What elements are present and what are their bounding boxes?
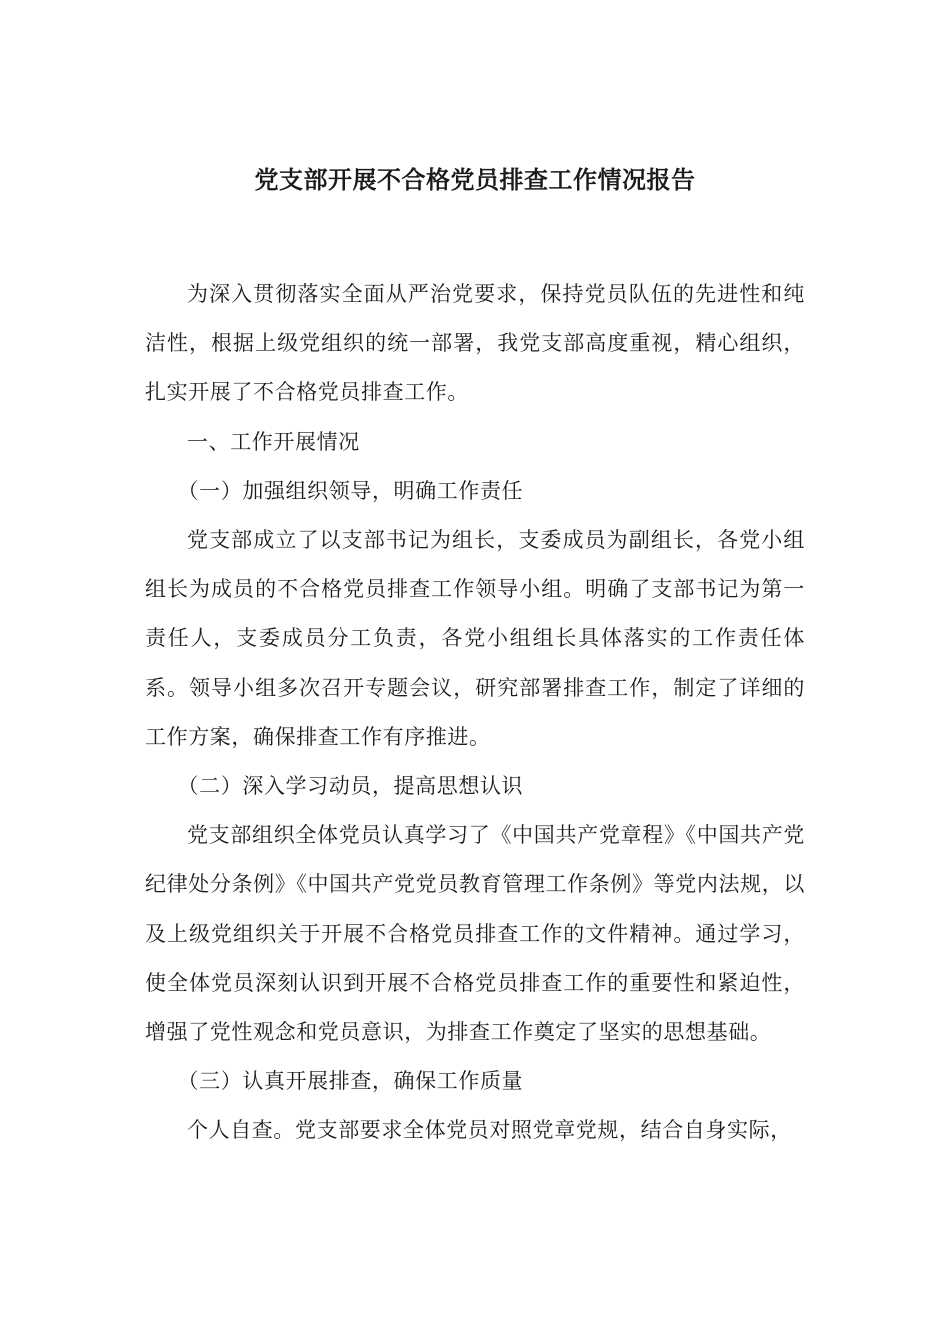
document-title: 党支部开展不合格党员排查工作情况报告 <box>254 165 696 194</box>
subsection-paragraph-3: 个人自查。党支部要求全体党员对照党章党规，结合自身实际， <box>187 1118 792 1143</box>
subsection-heading-1: （一）加强组织领导，明确工作责任 <box>177 478 524 503</box>
subsection-heading-2: （二）深入学习动员，提高思想认识 <box>177 774 524 799</box>
subsection-paragraph-2: 党支部组织全体党员认真学习了《中国共产党章程》《中国共产党纪律处分条例》《中国共产党党员教育管理工作条例》等党内法规，以及上级党组织关于开展不合格党员排查工作的文件精神。通过学习，使全体党员深刻认识到开展不合格党员排查工作的重要性和紧迫性，增强了党性观念和党员意识，为排查工作奠定了坚实的思想基础。 <box>145 823 805 1045</box>
subsection-paragraph-1: 党支部成立了以支部书记为组长，支委成员为副组长，各党小组组长为成员的不合格党员排查工作领导小组。明确了支部书记为第一责任人，支委成员分工负责，各党小组组长具体落实的工作责任体系。领导小组多次召开专题会议，研究部署排查工作，制定了详细的工作方案，确保排查工作有序推进。 <box>145 528 805 749</box>
subsection-heading-3: （三）认真开展排查，确保工作质量 <box>177 1069 524 1094</box>
intro-paragraph: 为深入贯彻落实全面从严治党要求，保持党员队伍的先进性和纯洁性，根据上级党组织的统一部署，我党支部高度重视，精心组织，扎实开展了不合格党员排查工作。 <box>145 282 805 405</box>
document-body <box>145 270 805 1156</box>
section-heading-1: 一、工作开展情况 <box>187 429 360 454</box>
